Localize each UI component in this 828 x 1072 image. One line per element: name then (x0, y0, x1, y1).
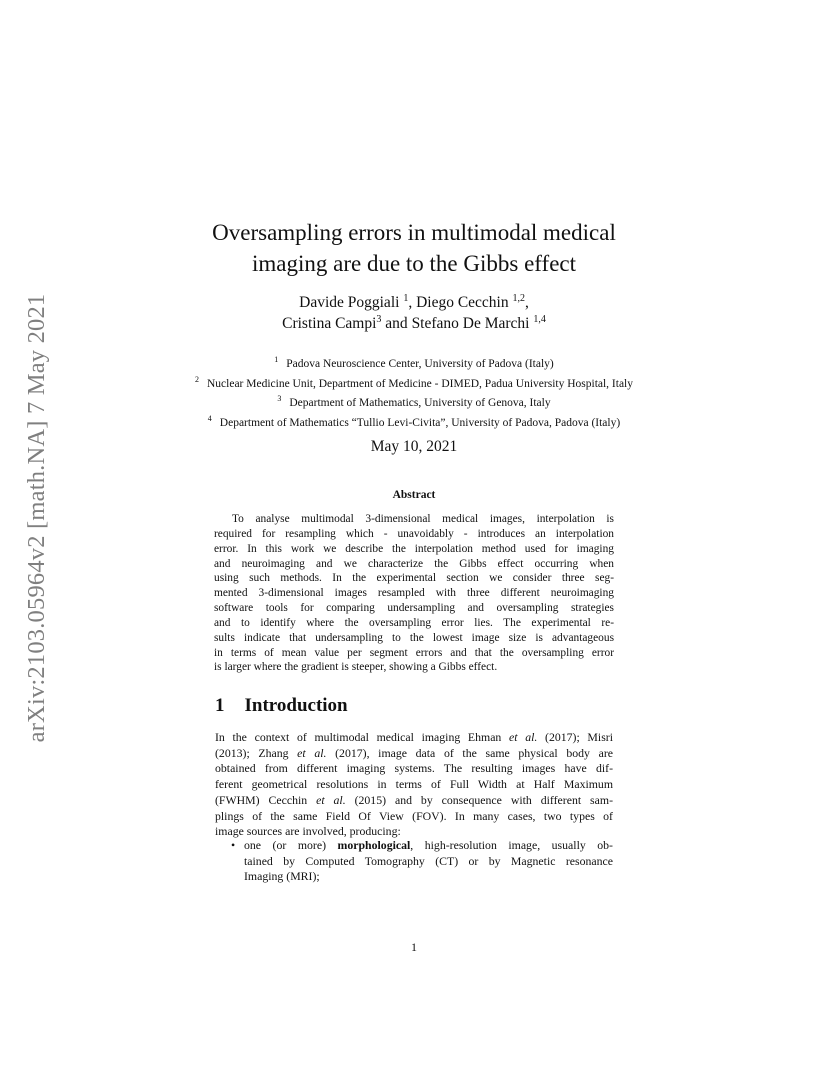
abstract-line: is larger where the gradient is steeper, showing a Gibbs effect. (214, 661, 498, 674)
text-run: , high-resolution image, usually ob- (410, 838, 613, 852)
author-affiliation-marker: 1,4 (533, 314, 546, 325)
bullet-marker: • (231, 838, 236, 852)
author-name: Cristina Campi (282, 315, 377, 332)
paragraph-line: obtained from different imaging systems. The resulting images have dif- (215, 761, 613, 776)
author-affiliation-marker: 1,2 (512, 293, 525, 304)
affiliation (0, 370, 828, 390)
affiliation-number: 1 (274, 355, 279, 364)
bullet-line: Imaging (MRI); (244, 869, 320, 884)
italic-text: et al. (297, 745, 327, 760)
author-name: Stefano De Marchi (411, 315, 530, 332)
paragraph-line: image sources are involved, producing: (215, 824, 401, 839)
bullet-line: tained by Computed Tomography (CT) or by Magnetic resonance (244, 853, 613, 868)
authors-line-2 (0, 313, 828, 334)
affiliation-list (0, 350, 828, 428)
title-line-1: Oversampling errors in multimodal medical (212, 220, 616, 245)
abstract-body (214, 512, 614, 675)
paragraph-line (215, 730, 613, 746)
italic-text: et al. (509, 730, 538, 744)
abstract-line: in terms of mean value per segment errors and that the oversampling error (214, 646, 614, 659)
author-affiliation-marker: 1 (403, 293, 409, 304)
paragraph-line (215, 746, 613, 762)
page-number: 1 (411, 940, 417, 954)
arxiv-identifier-stamp: arXiv:2103.05964v2 [math.NA] 7 May 2021 (23, 293, 50, 743)
affiliation-number: 4 (207, 413, 212, 423)
authors-line-1 (0, 292, 828, 313)
abstract-line: using such methods. In the experimental section we consider three seg- (214, 572, 614, 585)
introduction-paragraph (215, 730, 613, 840)
abstract-line: software tools for comparing undersampling and oversampling strategies (214, 602, 614, 615)
affiliation-text: Nuclear Medicine Unit, Department of Medicine - DIMED, Padua University Hospital, Italy (206, 377, 634, 390)
paragraph-line (215, 793, 613, 809)
abstract-line: mented 3-dimensional images resampled with three different neuroimaging (214, 587, 614, 600)
affiliation (0, 350, 828, 370)
author-separator: , (408, 294, 417, 311)
abstract-heading: Abstract (392, 489, 436, 501)
text-run: (2013); Zhang (215, 745, 298, 760)
paragraph-line: ferent geometrical resolutions in terms of Full Width at Half Maximum (215, 777, 613, 792)
bullet-line (244, 838, 613, 854)
author-affiliation-marker: 3 (376, 314, 382, 325)
text-run: (2017), image data of the same physical body are (326, 745, 613, 760)
section-number: 1 (215, 695, 225, 716)
abstract-line: error. In this work we describe the interpolation method used for imaging (214, 542, 614, 555)
affiliation-text: Padova Neuroscience Center, University of Padova (Italy) (286, 358, 554, 370)
author-separator: , (524, 294, 529, 311)
publication-date: May 10, 2021 (370, 438, 458, 455)
affiliation (0, 389, 828, 409)
paragraph-line: plings of the same Field Of View (FOV). In many cases, two types of (215, 808, 613, 823)
text-run: one (or more) (244, 838, 338, 852)
affiliation-text: Department of Mathematics, University of Genova, Italy (289, 397, 551, 409)
affiliation-number: 3 (277, 394, 282, 403)
abstract-line: and to identify where the oversampling error lies. The experimental re- (214, 616, 614, 629)
affiliation-number: 2 (194, 374, 199, 384)
abstract-line: To analyse multimodal 3-dimensional medical images, interpolation is (232, 513, 614, 525)
bullet-item (244, 838, 613, 885)
text-run: (2017); Misri (537, 730, 613, 744)
author-name: Davide Poggiali (299, 294, 400, 311)
author-conjunction: and (381, 315, 412, 332)
bold-text: morphological (337, 838, 411, 852)
section-title: Introduction (244, 695, 348, 716)
title-line-2: imaging are due to the Gibbs effect (251, 251, 577, 276)
italic-text: et al. (316, 792, 346, 807)
author-name: Diego Cecchin (416, 294, 509, 311)
author-list (0, 292, 828, 334)
text-run: In the context of multimodal medical imaging Ehman (215, 730, 510, 744)
abstract-line: required for resampling which - unavoidably - introduces an interpolation (214, 527, 614, 540)
paper-title (0, 217, 828, 279)
abstract-line: sults indicate that undersampling to the lowest image size is advantageous (214, 631, 614, 644)
affiliation-text: Department of Mathematics “Tullio Levi-Civita”, University of Padova, Padova (Italy) (219, 416, 621, 429)
text-run: (FWHM) Cecchin (215, 792, 317, 807)
text-run: (2015) and by consequence with different sam- (345, 792, 613, 807)
affiliation (0, 409, 828, 429)
section-heading (215, 695, 348, 717)
abstract-line: and neuroimaging and we characterize the Gibbs effect occurring when (214, 557, 614, 570)
